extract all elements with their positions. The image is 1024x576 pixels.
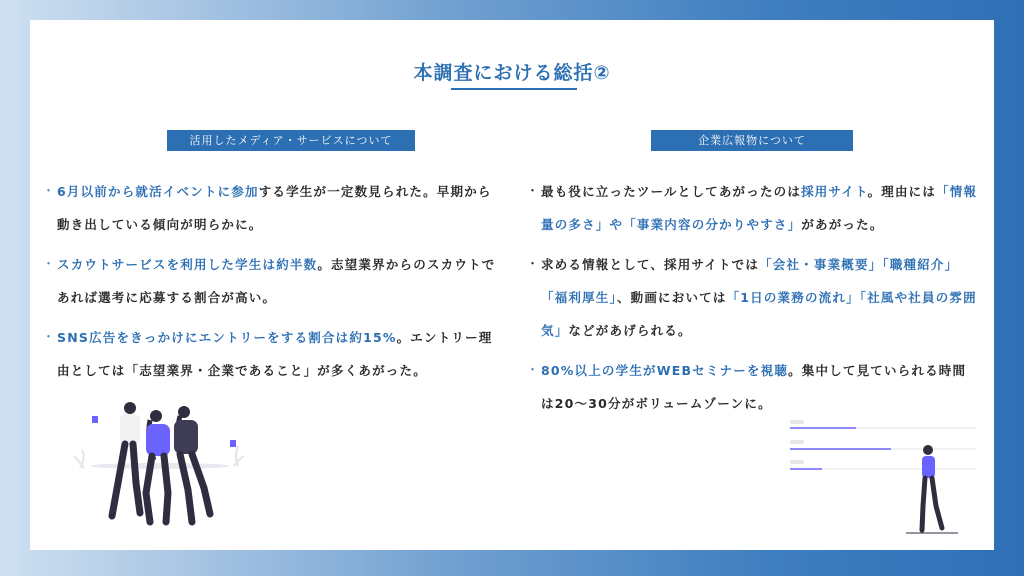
list-item: ・ SNS広告をきっかけにエントリーをする割合は約15%。エントリー理由としては「志望業界・企業であること」が多くあがった。 xyxy=(40,321,500,387)
right-column xyxy=(524,175,979,427)
page-title: 本調査における総括② xyxy=(413,62,611,84)
left-column xyxy=(40,175,500,394)
bullet-icon: ・ xyxy=(526,257,540,272)
bullet-icon: ・ xyxy=(42,257,56,272)
list-item: ・ スカウトサービスを利用した学生は約半数。志望業界からのスカウトであれば選考に応募する割合が高い。 xyxy=(40,248,500,314)
right-section-header: 企業広報物について xyxy=(651,130,853,151)
people-group-illustration xyxy=(70,398,250,528)
chart-person-illustration xyxy=(786,418,986,543)
slide xyxy=(30,20,994,550)
list-item: ・ 最も役に立ったツールとしてあがったのは採用サイト。理由には「情報量の多さ」や「事業内容の分かりやすさ」があがった。 xyxy=(524,175,979,241)
list-item: ・ 6月以前から就活イベントに参加する学生が一定数見られた。早期から動き出している傾向が明らかに。 xyxy=(40,175,500,241)
bullet-icon: ・ xyxy=(526,184,540,199)
bullet-icon: ・ xyxy=(526,363,540,378)
list-item: ・ 80%以上の学生がWEBセミナーを視聴。集中して見ていられる時間は20～30分がボリュームゾーンに。 xyxy=(524,354,979,420)
bullet-icon: ・ xyxy=(42,184,56,199)
left-section-header: 活用したメディア・サービスについて xyxy=(167,130,415,151)
list-item: ・ 求める情報として、採用サイトでは「会社・事業概要」「職種紹介」「福利厚生」、動画においては「1日の業務の流れ」「社風や社員の雰囲気」などがあげられる。 xyxy=(524,248,979,347)
bullet-icon: ・ xyxy=(42,330,56,345)
title-underline xyxy=(451,88,577,90)
